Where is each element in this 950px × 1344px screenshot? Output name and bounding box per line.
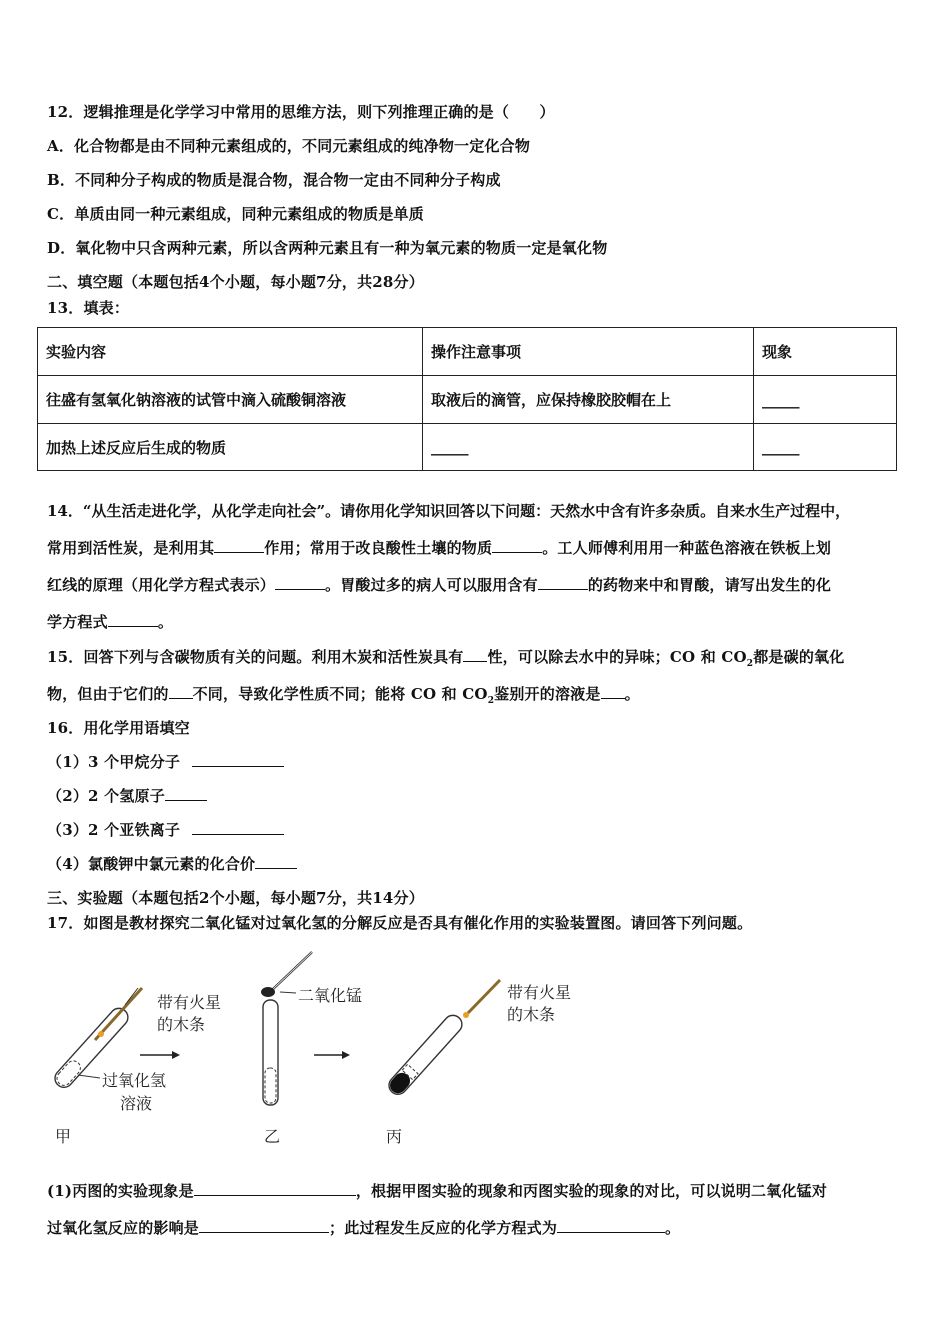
leader-line (280, 992, 296, 993)
table-cell-blank[interactable]: _____ (423, 424, 754, 471)
q16-item-4 (47, 853, 297, 874)
q12-option-b: B．不同种分子构成的物质是混合物，混合物一定由不同种分子构成 (47, 171, 501, 189)
q17-text: ；此过程发生反应的化学方程式为 (329, 1219, 558, 1237)
subscript: 2 (487, 696, 495, 706)
table-header-cell: 操作注意事项 (423, 328, 754, 376)
answer-blank[interactable] (214, 538, 264, 553)
q14-text: 学方程式 (47, 613, 108, 631)
fig-caption-jia: 甲 (55, 1127, 72, 1146)
q16-text: （1）3 个甲烷分子 (47, 753, 181, 771)
q14-text: 红线的原理（用化学方程式表示） (47, 576, 276, 594)
splint-bing (468, 980, 500, 1013)
fig-caption-yi: 乙 (264, 1127, 281, 1146)
table-cell-blank[interactable]: _____ (754, 376, 897, 424)
q16-stem: 16．用化学用语填空 (47, 719, 190, 737)
answer-blank[interactable] (255, 854, 297, 869)
q13-table (37, 327, 897, 471)
q16-text: （4）氯酸钾中氯元素的化合价 (47, 855, 256, 873)
q13-stem: 13．填表： (47, 299, 130, 317)
answer-blank[interactable] (492, 538, 542, 553)
q15-text: 鉴别开的溶液是 (494, 685, 601, 703)
q16-item-3 (47, 819, 284, 840)
answer-blank[interactable] (601, 684, 625, 699)
q16-item-2 (47, 785, 207, 806)
answer-blank[interactable] (192, 820, 284, 835)
q14-line-1: 14．“从生活走进化学，从化学走向社会”。请你用化学知识回答以下问题：天然水中含有许多杂质。自来水生产过程中， (47, 502, 851, 520)
q17-stem: 17．如图是教材探究二氧化锰对过氧化氢的分解反应是否具有催化作用的实验装置图。请回答下列问题。 (47, 914, 753, 932)
q15-text: 15．回答下列与含碳物质有关的问题。利用木炭和活性炭具有 (47, 648, 464, 666)
q17-text: (1)丙图的实验现象是 (47, 1182, 194, 1200)
answer-blank[interactable] (463, 647, 487, 662)
q14-line-3 (47, 574, 831, 595)
q15-text: 都是碳的氧化 (753, 648, 845, 666)
q15-text: 不同，导致化学性质不同；能将 CO 和 CO (192, 685, 488, 703)
fig-label-splint-bing-1: 带有火星 (507, 983, 572, 1002)
subscript: 2 (746, 659, 754, 669)
table-header-row (38, 328, 897, 376)
fig-label-splint-bing-2: 的木条 (507, 1005, 556, 1024)
q14-line-4 (47, 611, 173, 632)
fig-caption-bing: 丙 (386, 1127, 403, 1146)
q14-text: 。工人师傅利用用一种蓝色溶液在铁板上划 (542, 539, 832, 557)
table-row (38, 424, 897, 471)
leader-line (78, 1075, 100, 1078)
q12-stem: 12．逻辑推理是化学学习中常用的思维方法，则下列推理正确的是（ ） (47, 103, 555, 121)
table-header-cell: 实验内容 (38, 328, 423, 376)
q15-text: 性，可以除去水中的异味；CO 和 CO (487, 648, 747, 666)
q15-line-2 (47, 683, 640, 706)
fig-label-splint-jia-2: 的木条 (157, 1015, 206, 1034)
q15-text: 物，但由于它们的 (47, 685, 169, 703)
arrow-head (342, 1051, 350, 1059)
table-header-cell: 现象 (754, 328, 897, 376)
q14-text: 的药物来中和胃酸，请写出发生的化 (587, 576, 832, 594)
table-cell-blank[interactable]: _____ (754, 424, 897, 471)
q17-apparatus-figure (0, 940, 620, 1150)
q17-part-1-line-2 (47, 1217, 680, 1238)
q12-option-a: A．化合物都是由不同种元素组成的，不同元素组成的纯净物一定化合物 (47, 137, 531, 155)
q14-text: 。 (157, 613, 174, 631)
table-cell: 取液后的滴管，应保持橡胶胶帽在上 (423, 376, 754, 424)
q14-line-2 (47, 537, 831, 558)
q17-text: 过氧化氢反应的影响是 (47, 1219, 200, 1237)
fig-label-h2o2-2: 溶液 (120, 1094, 153, 1113)
section-2-heading: 二、填空题（本题包括4个小题，每小题7分，共28分） (47, 273, 424, 291)
q16-text: （3）2 个亚铁离子 (47, 821, 181, 839)
table-cell: 加热上述反应后生成的物质 (38, 424, 423, 471)
q17-text: 。 (665, 1219, 681, 1237)
test-tube-bing (385, 1012, 465, 1098)
q15-text: 。 (624, 685, 640, 703)
q17-part-1-line-1 (47, 1180, 827, 1201)
answer-blank[interactable] (192, 752, 284, 767)
answer-blank[interactable] (108, 612, 158, 627)
answer-blank[interactable] (169, 684, 193, 699)
fig-label-h2o2-1: 过氧化氢 (102, 1071, 167, 1090)
q14-text: 作用；常用于改良酸性土壤的物质 (264, 539, 493, 557)
answer-blank[interactable] (199, 1218, 329, 1233)
q12-option-c: C．单质由同一种元素组成，同种元素组成的物质是单质 (47, 205, 424, 223)
q17-text: ，根据甲图实验的现象和丙图实验的现象的对比，可以说明二氧化锰对 (355, 1182, 828, 1200)
answer-blank[interactable] (538, 575, 588, 590)
answer-blank[interactable] (194, 1181, 356, 1196)
answer-blank[interactable] (275, 575, 325, 590)
q16-item-1 (47, 751, 284, 772)
q15-line-1 (47, 646, 844, 669)
answer-blank[interactable] (165, 786, 207, 801)
arrow-head (172, 1051, 180, 1059)
table-row (38, 376, 897, 424)
section-3-heading: 三、实验题（本题包括2个小题，每小题7分，共14分） (47, 889, 424, 907)
q14-text: 。胃酸过多的病人可以服用含有 (325, 576, 538, 594)
fig-label-splint-jia-1: 带有火星 (157, 993, 222, 1012)
answer-blank[interactable] (557, 1218, 665, 1233)
glow-ember-icon (98, 1031, 104, 1037)
glow-ember-icon (463, 1012, 469, 1018)
fig-label-mno2: 二氧化锰 (298, 986, 363, 1005)
test-tube-yi (263, 1000, 278, 1105)
q14-text: 常用到活性炭，是利用其 (47, 539, 215, 557)
table-cell: 往盛有氢氧化钠溶液的试管中滴入硫酸铜溶液 (38, 376, 423, 424)
q16-text: （2）2 个氢原子 (47, 787, 165, 805)
q12-option-d: D．氧化物中只含两种元素，所以含两种元素且有一种为氧元素的物质一定是氧化物 (47, 239, 608, 257)
